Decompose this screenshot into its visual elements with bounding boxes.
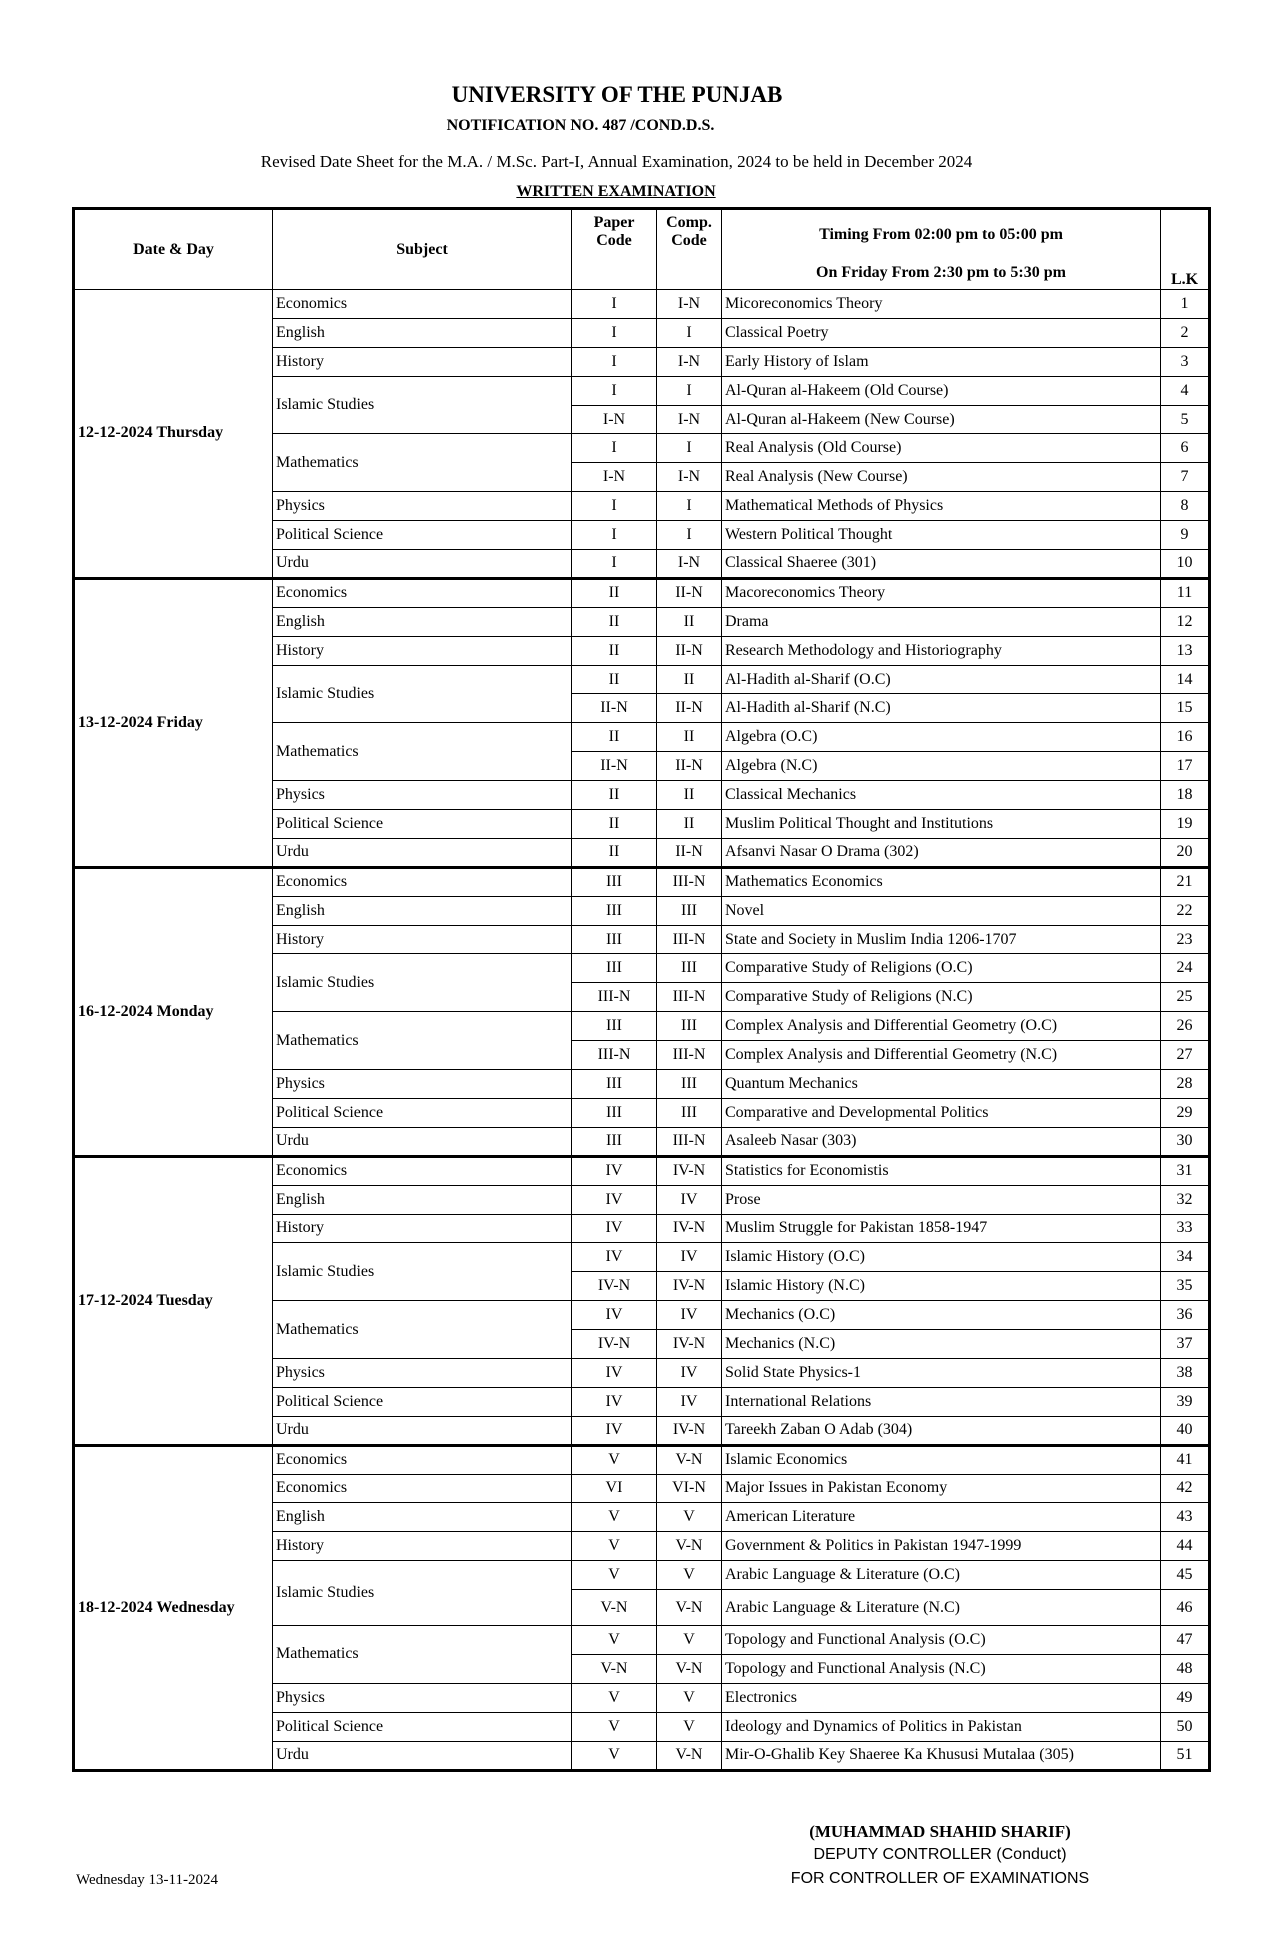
subject-cell: History bbox=[273, 1532, 572, 1561]
paper-title-cell: Mechanics (N.C) bbox=[722, 1330, 1161, 1359]
written-examination-heading: WRITTEN EXAMINATION bbox=[516, 183, 716, 200]
date-sheet-table bbox=[72, 207, 1211, 1772]
paper-code-cell: I bbox=[572, 550, 657, 579]
paper-code-cell: I bbox=[572, 290, 657, 319]
lk-cell: 27 bbox=[1161, 1041, 1210, 1070]
subject-cell: English bbox=[273, 896, 572, 925]
lk-cell: 19 bbox=[1161, 810, 1210, 839]
comp-code-cell: IV-N bbox=[657, 1416, 722, 1445]
lk-cell: 32 bbox=[1161, 1185, 1210, 1214]
subject-cell: English bbox=[273, 607, 572, 636]
lk-cell: 13 bbox=[1161, 636, 1210, 665]
subject-cell: Urdu bbox=[273, 550, 572, 579]
lk-cell: 46 bbox=[1161, 1590, 1210, 1626]
paper-title-cell: Muslim Political Thought and Institutions bbox=[722, 810, 1161, 839]
comp-code-cell: IV bbox=[657, 1387, 722, 1416]
paper-code-cell: I bbox=[572, 492, 657, 521]
comp-code-cell: III bbox=[657, 896, 722, 925]
subject-cell: Physics bbox=[273, 492, 572, 521]
column-header-paper-code: Paper Code bbox=[572, 209, 657, 290]
paper-title-cell: Mathematical Methods of Physics bbox=[722, 492, 1161, 521]
paper-title-cell: Drama bbox=[722, 607, 1161, 636]
notification-number: NOTIFICATION NO. 487 /COND.D.S. bbox=[446, 117, 715, 134]
comp-code-cell: III-N bbox=[657, 925, 722, 954]
paper-title-cell: Mir-O-Ghalib Key Shaeree Ka Khususi Mutalaa (305) bbox=[722, 1741, 1161, 1770]
paper-title-cell: Afsanvi Nasar O Drama (302) bbox=[722, 838, 1161, 867]
comp-code-cell: II-N bbox=[657, 694, 722, 723]
paper-title-cell: Mechanics (O.C) bbox=[722, 1301, 1161, 1330]
lk-cell: 30 bbox=[1161, 1127, 1210, 1156]
paper-title-cell: Algebra (O.C) bbox=[722, 723, 1161, 752]
paper-code-cell: II bbox=[572, 665, 657, 694]
paper-title-cell: Al-Hadith al-Sharif (N.C) bbox=[722, 694, 1161, 723]
paper-code-cell: IV bbox=[572, 1243, 657, 1272]
lk-cell: 29 bbox=[1161, 1098, 1210, 1127]
lk-cell: 3 bbox=[1161, 347, 1210, 376]
paper-title-cell: Complex Analysis and Differential Geometry (O.C) bbox=[722, 1012, 1161, 1041]
subject-cell: Physics bbox=[273, 781, 572, 810]
lk-cell: 20 bbox=[1161, 838, 1210, 867]
paper-title-cell: Prose bbox=[722, 1185, 1161, 1214]
paper-title-cell: Major Issues in Pakistan Economy bbox=[722, 1474, 1161, 1503]
exam-date: 12-12-2024 Thursday bbox=[74, 290, 273, 579]
subject-cell: Islamic Studies bbox=[273, 954, 572, 1012]
paper-code-cell: VI bbox=[572, 1474, 657, 1503]
comp-code-cell: V-N bbox=[657, 1445, 722, 1474]
comp-code-cell: III bbox=[657, 1070, 722, 1099]
column-header-date: Date & Day bbox=[74, 209, 273, 290]
paper-code-cell: V-N bbox=[572, 1654, 657, 1683]
paper-code-cell: V bbox=[572, 1532, 657, 1561]
paper-title-cell: Western Political Thought bbox=[722, 521, 1161, 550]
subject-cell: Urdu bbox=[273, 1127, 572, 1156]
paper-code-cell: III bbox=[572, 1127, 657, 1156]
paper-code-cell: IV bbox=[572, 1416, 657, 1445]
paper-title-cell: Macoreconomics Theory bbox=[722, 578, 1161, 607]
paper-code-cell: I bbox=[572, 434, 657, 463]
subject-cell: Economics bbox=[273, 290, 572, 319]
paper-title-cell: Electronics bbox=[722, 1683, 1161, 1712]
paper-title-cell: Asaleeb Nasar (303) bbox=[722, 1127, 1161, 1156]
paper-title-cell: Real Analysis (Old Course) bbox=[722, 434, 1161, 463]
paper-code-cell: II bbox=[572, 781, 657, 810]
paper-code-cell: II bbox=[572, 636, 657, 665]
subject-cell: Islamic Studies bbox=[273, 376, 572, 434]
paper-code-cell: V-N bbox=[572, 1590, 657, 1626]
subject-cell: Mathematics bbox=[273, 1626, 572, 1684]
comp-code-cell: I-N bbox=[657, 550, 722, 579]
subject-cell: History bbox=[273, 636, 572, 665]
exam-date: 13-12-2024 Friday bbox=[74, 578, 273, 867]
column-header-lk: L.K bbox=[1161, 209, 1210, 290]
paper-title-cell: Comparative Study of Religions (N.C) bbox=[722, 983, 1161, 1012]
subject-cell: Physics bbox=[273, 1070, 572, 1099]
lk-cell: 45 bbox=[1161, 1561, 1210, 1590]
comp-code-cell: III-N bbox=[657, 983, 722, 1012]
subject-cell: Islamic Studies bbox=[273, 1243, 572, 1301]
paper-title-cell: Complex Analysis and Differential Geometry (N.C) bbox=[722, 1041, 1161, 1070]
comp-code-cell: IV bbox=[657, 1358, 722, 1387]
subject-cell: Political Science bbox=[273, 1387, 572, 1416]
comp-code-cell: II bbox=[657, 723, 722, 752]
paper-code-cell: IV-N bbox=[572, 1272, 657, 1301]
comp-code-cell: V-N bbox=[657, 1741, 722, 1770]
subject-cell: Political Science bbox=[273, 521, 572, 550]
subject-cell: Political Science bbox=[273, 810, 572, 839]
lk-cell: 42 bbox=[1161, 1474, 1210, 1503]
comp-code-cell: III-N bbox=[657, 1041, 722, 1070]
paper-code-cell: II bbox=[572, 607, 657, 636]
paper-title-cell: Solid State Physics-1 bbox=[722, 1358, 1161, 1387]
lk-cell: 38 bbox=[1161, 1358, 1210, 1387]
paper-code-cell: V bbox=[572, 1741, 657, 1770]
lk-cell: 43 bbox=[1161, 1503, 1210, 1532]
lk-cell: 24 bbox=[1161, 954, 1210, 983]
paper-code-cell: IV bbox=[572, 1185, 657, 1214]
table-header-row bbox=[74, 209, 1210, 290]
table-row bbox=[74, 1445, 1210, 1474]
lk-cell: 21 bbox=[1161, 867, 1210, 896]
subject-cell: History bbox=[273, 1214, 572, 1243]
lk-cell: 23 bbox=[1161, 925, 1210, 954]
comp-code-cell: II-N bbox=[657, 578, 722, 607]
signatory-for: FOR CONTROLLER OF EXAMINATIONS bbox=[790, 1870, 1090, 1887]
paper-title-cell: Quantum Mechanics bbox=[722, 1070, 1161, 1099]
lk-cell: 49 bbox=[1161, 1683, 1210, 1712]
comp-code-cell: V-N bbox=[657, 1532, 722, 1561]
comp-code-cell: III-N bbox=[657, 867, 722, 896]
paper-title-cell: Arabic Language & Literature (N.C) bbox=[722, 1590, 1161, 1626]
paper-code-cell: II bbox=[572, 578, 657, 607]
paper-code-cell: II-N bbox=[572, 694, 657, 723]
paper-title-cell: Comparative and Developmental Politics bbox=[722, 1098, 1161, 1127]
column-header-subject: Subject bbox=[273, 209, 572, 290]
comp-code-cell: II bbox=[657, 607, 722, 636]
exam-date: 16-12-2024 Monday bbox=[74, 867, 273, 1156]
paper-code-cell: I-N bbox=[572, 405, 657, 434]
paper-title-cell: Ideology and Dynamics of Politics in Pakistan bbox=[722, 1712, 1161, 1741]
comp-code-cell: I bbox=[657, 492, 722, 521]
lk-cell: 8 bbox=[1161, 492, 1210, 521]
paper-title-cell: Novel bbox=[722, 896, 1161, 925]
comp-code-cell: III bbox=[657, 1012, 722, 1041]
comp-code-cell: V bbox=[657, 1683, 722, 1712]
comp-code-cell: II-N bbox=[657, 636, 722, 665]
paper-code-cell: II-N bbox=[572, 752, 657, 781]
paper-code-cell: III-N bbox=[572, 1041, 657, 1070]
paper-code-cell: IV bbox=[572, 1214, 657, 1243]
subject-cell: Mathematics bbox=[273, 1012, 572, 1070]
lk-cell: 4 bbox=[1161, 376, 1210, 405]
paper-title-cell: State and Society in Muslim India 1206-1707 bbox=[722, 925, 1161, 954]
subject-cell: English bbox=[273, 1185, 572, 1214]
table-row bbox=[74, 290, 1210, 319]
subject-cell: Urdu bbox=[273, 1416, 572, 1445]
paper-code-cell: III bbox=[572, 954, 657, 983]
subject-cell: Political Science bbox=[273, 1712, 572, 1741]
subject-cell: Urdu bbox=[273, 838, 572, 867]
subject-cell: Physics bbox=[273, 1358, 572, 1387]
subject-cell: Economics bbox=[273, 1474, 572, 1503]
lk-cell: 28 bbox=[1161, 1070, 1210, 1099]
subject-cell: Mathematics bbox=[273, 1301, 572, 1359]
paper-title-cell: Al-Hadith al-Sharif (O.C) bbox=[722, 665, 1161, 694]
lk-cell: 25 bbox=[1161, 983, 1210, 1012]
comp-code-cell: IV-N bbox=[657, 1156, 722, 1185]
comp-code-cell: I bbox=[657, 376, 722, 405]
comp-code-cell: IV bbox=[657, 1301, 722, 1330]
paper-title-cell: Classical Mechanics bbox=[722, 781, 1161, 810]
paper-code-cell: V bbox=[572, 1626, 657, 1655]
lk-cell: 14 bbox=[1161, 665, 1210, 694]
comp-code-cell: I-N bbox=[657, 347, 722, 376]
lk-cell: 36 bbox=[1161, 1301, 1210, 1330]
paper-title-cell: Classical Poetry bbox=[722, 318, 1161, 347]
comp-code-cell: II bbox=[657, 665, 722, 694]
comp-code-cell: V bbox=[657, 1503, 722, 1532]
paper-code-cell: I bbox=[572, 376, 657, 405]
paper-code-cell: IV bbox=[572, 1156, 657, 1185]
issue-date: Wednesday 13-11-2024 bbox=[76, 1872, 218, 1888]
paper-code-cell: V bbox=[572, 1445, 657, 1474]
table-row bbox=[74, 578, 1210, 607]
lk-cell: 48 bbox=[1161, 1654, 1210, 1683]
paper-code-cell: V bbox=[572, 1712, 657, 1741]
paper-title-cell: Mathematics Economics bbox=[722, 867, 1161, 896]
paper-title-cell: Islamic Economics bbox=[722, 1445, 1161, 1474]
column-header-comp-code: Comp. Code bbox=[657, 209, 722, 290]
subject-cell: Mathematics bbox=[273, 434, 572, 492]
date-sheet-subtitle: Revised Date Sheet for the M.A. / M.Sc. Part-I, Annual Examination, 2024 to be held in December 2024 bbox=[260, 152, 973, 171]
subject-cell: Mathematics bbox=[273, 723, 572, 781]
paper-code-cell: III bbox=[572, 1070, 657, 1099]
comp-code-cell: I-N bbox=[657, 290, 722, 319]
paper-title-cell: International Relations bbox=[722, 1387, 1161, 1416]
comp-code-cell: IV-N bbox=[657, 1330, 722, 1359]
table-row bbox=[74, 867, 1210, 896]
comp-code-cell: I bbox=[657, 318, 722, 347]
comp-code-cell: I bbox=[657, 521, 722, 550]
table-row bbox=[74, 1156, 1210, 1185]
paper-title-cell: Government & Politics in Pakistan 1947-1999 bbox=[722, 1532, 1161, 1561]
paper-title-cell: Islamic History (N.C) bbox=[722, 1272, 1161, 1301]
paper-title-cell: Al-Quran al-Hakeem (Old Course) bbox=[722, 376, 1161, 405]
paper-title-cell: Early History of Islam bbox=[722, 347, 1161, 376]
lk-cell: 16 bbox=[1161, 723, 1210, 752]
lk-cell: 10 bbox=[1161, 550, 1210, 579]
paper-code-cell: III bbox=[572, 1012, 657, 1041]
lk-cell: 37 bbox=[1161, 1330, 1210, 1359]
paper-title-cell: Real Analysis (New Course) bbox=[722, 463, 1161, 492]
paper-title-cell: Algebra (N.C) bbox=[722, 752, 1161, 781]
paper-code-cell: V bbox=[572, 1683, 657, 1712]
university-title: UNIVERSITY OF THE PUNJAB bbox=[451, 82, 783, 107]
lk-cell: 11 bbox=[1161, 578, 1210, 607]
lk-cell: 34 bbox=[1161, 1243, 1210, 1272]
comp-code-cell: II-N bbox=[657, 752, 722, 781]
comp-code-cell: IV bbox=[657, 1185, 722, 1214]
subject-cell: Islamic Studies bbox=[273, 1561, 572, 1626]
lk-cell: 40 bbox=[1161, 1416, 1210, 1445]
lk-cell: 33 bbox=[1161, 1214, 1210, 1243]
subject-cell: Economics bbox=[273, 1445, 572, 1474]
lk-cell: 12 bbox=[1161, 607, 1210, 636]
paper-title-cell: Statistics for Economistis bbox=[722, 1156, 1161, 1185]
paper-code-cell: I bbox=[572, 347, 657, 376]
paper-code-cell: II bbox=[572, 723, 657, 752]
paper-title-cell: Arabic Language & Literature (O.C) bbox=[722, 1561, 1161, 1590]
lk-cell: 22 bbox=[1161, 896, 1210, 925]
subject-cell: English bbox=[273, 318, 572, 347]
paper-title-cell: Topology and Functional Analysis (O.C) bbox=[722, 1626, 1161, 1655]
lk-cell: 6 bbox=[1161, 434, 1210, 463]
lk-cell: 47 bbox=[1161, 1626, 1210, 1655]
timing-text: Timing From 02:00 pm to 05:00 pm bbox=[819, 226, 1063, 243]
exam-date: 18-12-2024 Wednesday bbox=[74, 1445, 273, 1770]
lk-cell: 2 bbox=[1161, 318, 1210, 347]
paper-code-cell: V bbox=[572, 1561, 657, 1590]
subject-cell: Economics bbox=[273, 1156, 572, 1185]
paper-title-cell: American Literature bbox=[722, 1503, 1161, 1532]
comp-code-cell: I-N bbox=[657, 463, 722, 492]
lk-cell: 41 bbox=[1161, 1445, 1210, 1474]
comp-code-cell: IV bbox=[657, 1243, 722, 1272]
lk-cell: 26 bbox=[1161, 1012, 1210, 1041]
lk-cell: 31 bbox=[1161, 1156, 1210, 1185]
friday-timing-text: On Friday From 2:30 pm to 5:30 pm bbox=[816, 264, 1066, 281]
paper-code-cell: III bbox=[572, 1098, 657, 1127]
lk-cell: 5 bbox=[1161, 405, 1210, 434]
paper-code-cell: IV bbox=[572, 1387, 657, 1416]
paper-code-cell: II bbox=[572, 838, 657, 867]
comp-code-cell: II-N bbox=[657, 838, 722, 867]
comp-code-cell: I bbox=[657, 434, 722, 463]
subject-cell: Islamic Studies bbox=[273, 665, 572, 723]
paper-title-cell: Islamic History (O.C) bbox=[722, 1243, 1161, 1272]
paper-code-cell: III bbox=[572, 925, 657, 954]
subject-cell: History bbox=[273, 925, 572, 954]
subject-cell: Urdu bbox=[273, 1741, 572, 1770]
lk-cell: 18 bbox=[1161, 781, 1210, 810]
signatory-role: DEPUTY CONTROLLER (Conduct) bbox=[813, 1846, 1067, 1863]
paper-code-cell: III bbox=[572, 867, 657, 896]
paper-code-cell: IV bbox=[572, 1301, 657, 1330]
paper-code-cell: II bbox=[572, 810, 657, 839]
lk-cell: 39 bbox=[1161, 1387, 1210, 1416]
lk-cell: 17 bbox=[1161, 752, 1210, 781]
comp-code-cell: II bbox=[657, 781, 722, 810]
paper-title-cell: Topology and Functional Analysis (N.C) bbox=[722, 1654, 1161, 1683]
paper-title-cell: Classical Shaeree (301) bbox=[722, 550, 1161, 579]
lk-cell: 9 bbox=[1161, 521, 1210, 550]
lk-cell: 1 bbox=[1161, 290, 1210, 319]
paper-title-cell: Research Methodology and Historiography bbox=[722, 636, 1161, 665]
comp-code-cell: V-N bbox=[657, 1590, 722, 1626]
paper-code-cell: I bbox=[572, 318, 657, 347]
paper-title-cell: Tareekh Zaban O Adab (304) bbox=[722, 1416, 1161, 1445]
comp-code-cell: V bbox=[657, 1712, 722, 1741]
subject-cell: Economics bbox=[273, 578, 572, 607]
paper-code-cell: I bbox=[572, 521, 657, 550]
lk-cell: 7 bbox=[1161, 463, 1210, 492]
column-header-timing bbox=[722, 209, 1161, 290]
paper-title-cell: Al-Quran al-Hakeem (New Course) bbox=[722, 405, 1161, 434]
paper-code-cell: I-N bbox=[572, 463, 657, 492]
subject-cell: Political Science bbox=[273, 1098, 572, 1127]
lk-cell: 51 bbox=[1161, 1741, 1210, 1770]
paper-title-cell: Muslim Struggle for Pakistan 1858-1947 bbox=[722, 1214, 1161, 1243]
subject-cell: Economics bbox=[273, 867, 572, 896]
paper-title-cell: Micoreconomics Theory bbox=[722, 290, 1161, 319]
comp-code-cell: V-N bbox=[657, 1654, 722, 1683]
signatory-name: (MUHAMMAD SHAHID SHARIF) bbox=[809, 1822, 1071, 1841]
lk-cell: 15 bbox=[1161, 694, 1210, 723]
paper-title-cell: Comparative Study of Religions (O.C) bbox=[722, 954, 1161, 983]
exam-date: 17-12-2024 Tuesday bbox=[74, 1156, 273, 1445]
comp-code-cell: V bbox=[657, 1626, 722, 1655]
comp-code-cell: I-N bbox=[657, 405, 722, 434]
lk-cell: 44 bbox=[1161, 1532, 1210, 1561]
comp-code-cell: IV-N bbox=[657, 1272, 722, 1301]
paper-code-cell: IV-N bbox=[572, 1330, 657, 1359]
comp-code-cell: III bbox=[657, 954, 722, 983]
subject-cell: History bbox=[273, 347, 572, 376]
paper-code-cell: III-N bbox=[572, 983, 657, 1012]
comp-code-cell: II bbox=[657, 810, 722, 839]
paper-code-cell: III bbox=[572, 896, 657, 925]
comp-code-cell: III bbox=[657, 1098, 722, 1127]
subject-cell: English bbox=[273, 1503, 572, 1532]
comp-code-cell: IV-N bbox=[657, 1214, 722, 1243]
lk-cell: 35 bbox=[1161, 1272, 1210, 1301]
paper-code-cell: IV bbox=[572, 1358, 657, 1387]
comp-code-cell: V bbox=[657, 1561, 722, 1590]
lk-cell: 50 bbox=[1161, 1712, 1210, 1741]
comp-code-cell: III-N bbox=[657, 1127, 722, 1156]
subject-cell: Physics bbox=[273, 1683, 572, 1712]
comp-code-cell: VI-N bbox=[657, 1474, 722, 1503]
paper-code-cell: V bbox=[572, 1503, 657, 1532]
